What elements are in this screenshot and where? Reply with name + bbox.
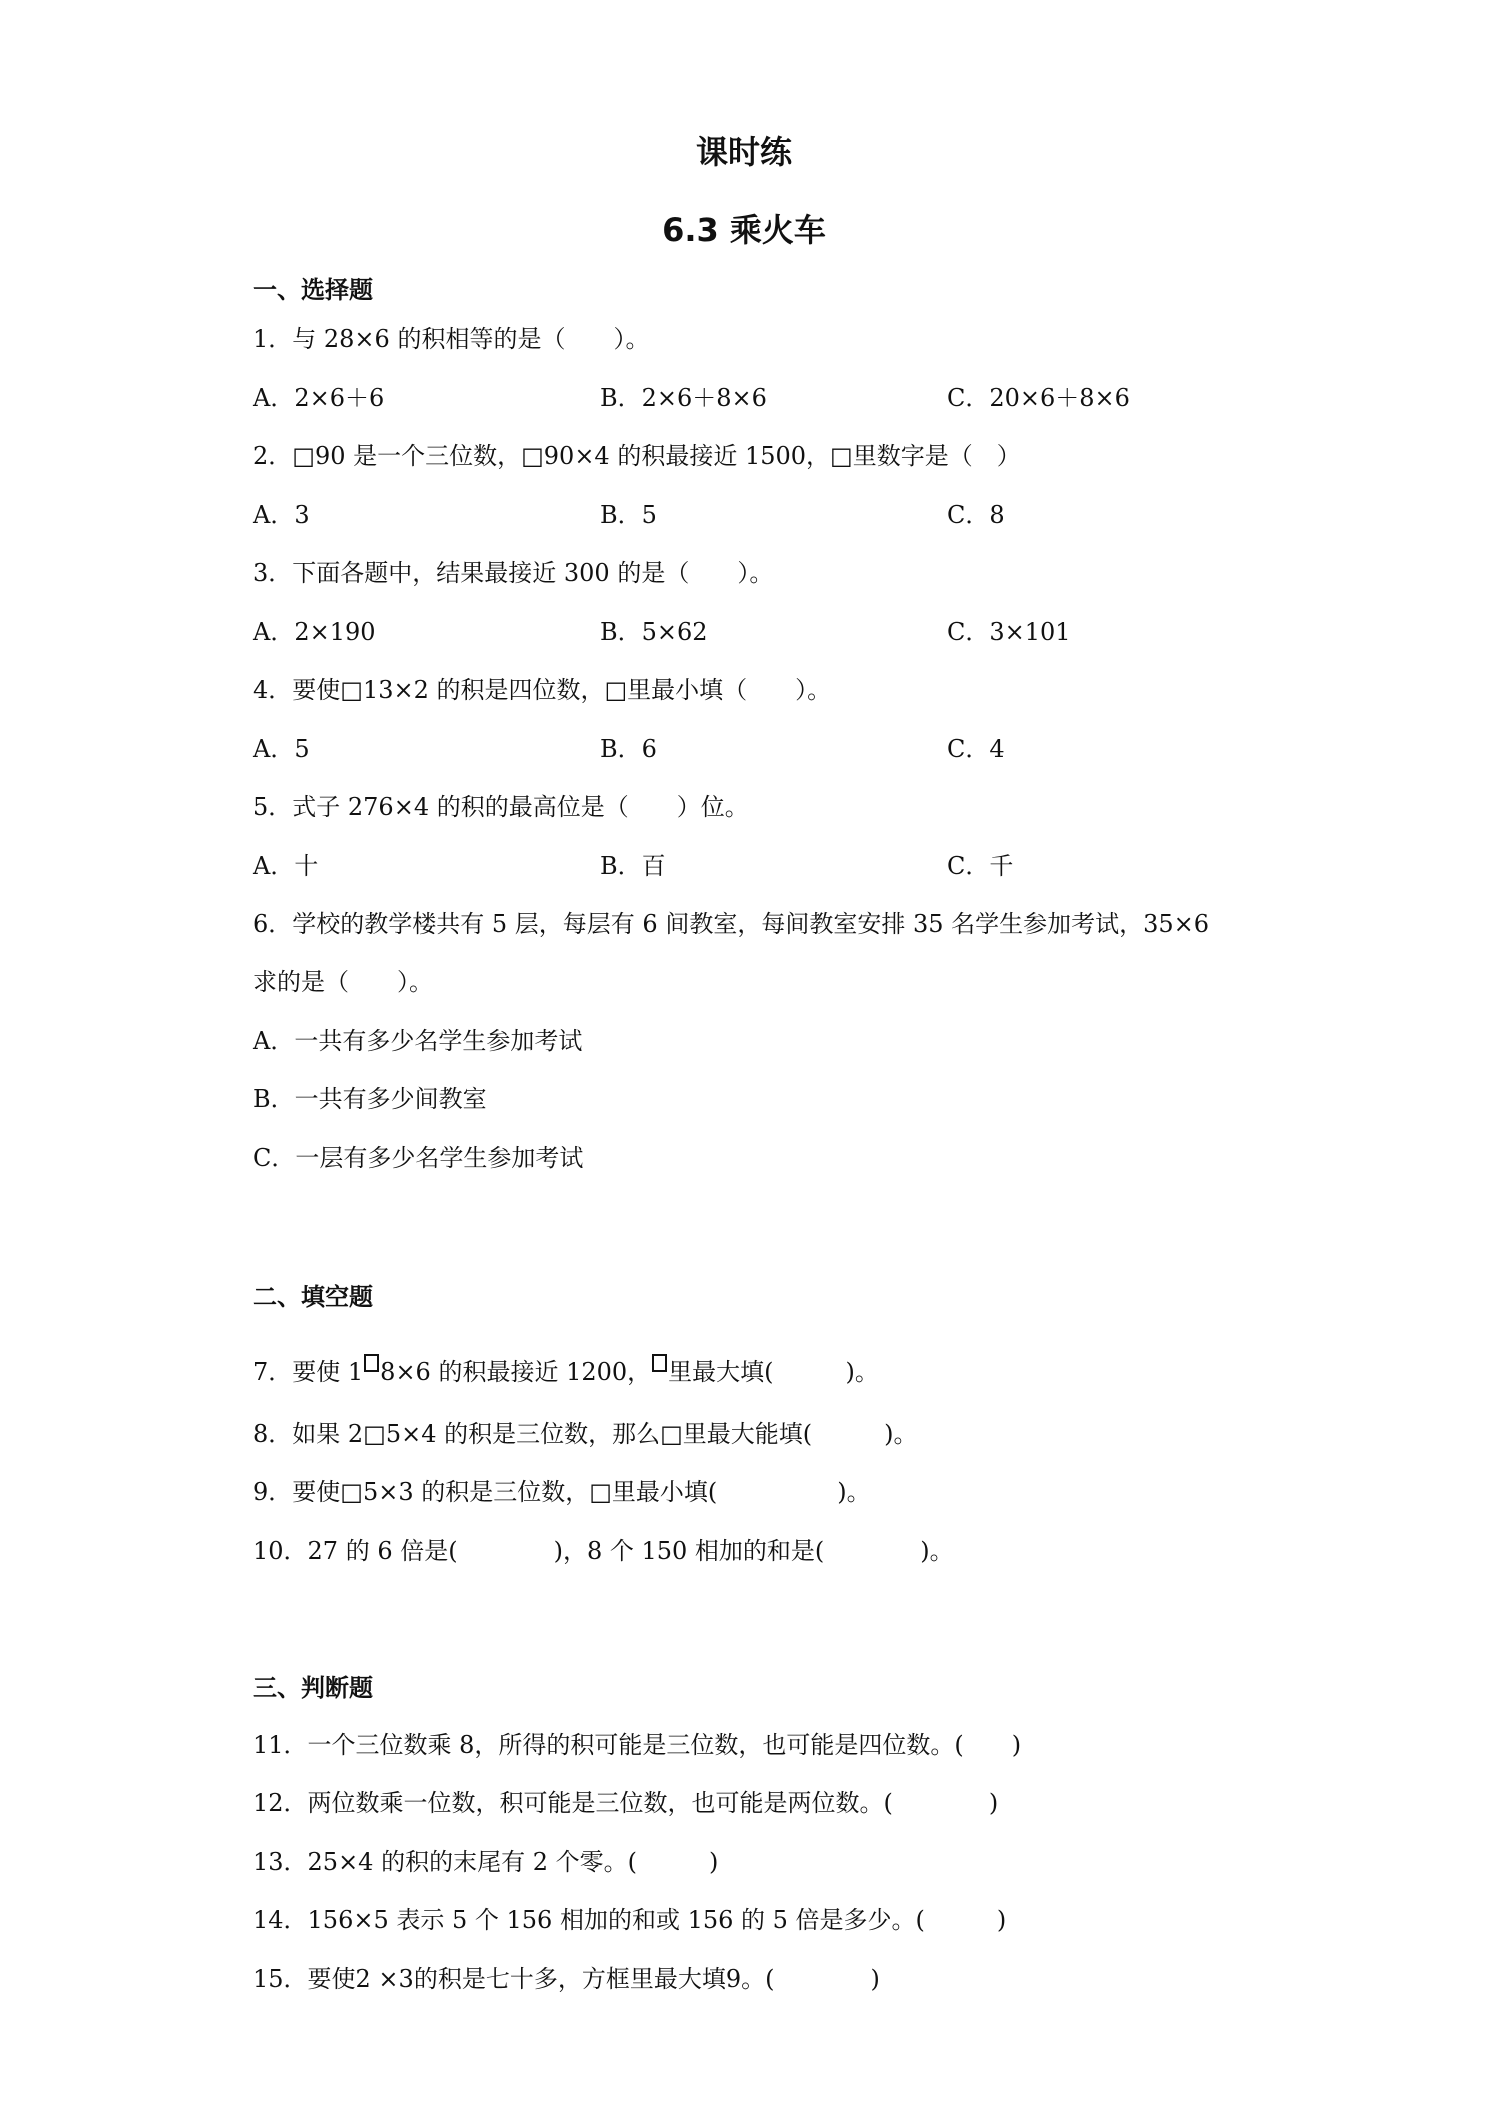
question-5-option-c: C．千 xyxy=(947,852,1014,880)
question-3-option-c: C．3×101 xyxy=(947,618,1071,646)
section-heading-choice: 一、选择题 xyxy=(253,276,373,304)
question-4-option-c: C．4 xyxy=(947,735,1005,763)
question-11: 11．一个三位数乘 8，所得的积可能是三位数，也可能是四位数。( ) xyxy=(253,1731,1022,1759)
section-heading-judge: 三、判断题 xyxy=(253,1674,373,1702)
question-6-option-c: C．一层有多少名学生参加考试 xyxy=(253,1144,584,1172)
question-3-stem: 3．下面各题中，结果最接近 300 的是（ ）。 xyxy=(253,559,774,587)
page-subtitle: 6.3 乘火车 xyxy=(662,211,826,249)
question-8: 8．如果 2□5×4 的积是三位数，那么□里最大能填( )。 xyxy=(253,1420,918,1448)
question-5-stem: 5．式子 276×4 的积的最高位是（ ）位。 xyxy=(253,793,749,821)
question-10: 10．27 的 6 倍是( )，8 个 150 相加的和是( )。 xyxy=(253,1537,954,1565)
question-5-option-a: A．十 xyxy=(253,852,319,880)
question-6-stem-line-1: 6．学校的教学楼共有 5 层，每层有 6 间教室，每间教室安排 35 名学生参加考试，35×6 xyxy=(253,910,1210,938)
question-1-option-b: B．2×6＋8×6 xyxy=(600,384,767,412)
question-2-option-a: A．3 xyxy=(253,501,310,529)
question-4-stem: 4．要使□13×2 的积是四位数，□里最小填（ ）。 xyxy=(253,676,832,704)
question-12: 12．两位数乘一位数，积可能是三位数，也可能是两位数。( ) xyxy=(253,1789,999,1817)
question-6-option-a: A．一共有多少名学生参加考试 xyxy=(253,1027,583,1055)
question-2-option-b: B．5 xyxy=(600,501,657,529)
question-7 xyxy=(253,1354,879,1388)
question-2-stem: 2．□90 是一个三位数，□90×4 的积最接近 1500，□里数字是（ ） xyxy=(253,442,1021,470)
page-title: 课时练 xyxy=(695,133,792,171)
question-4-option-b: B．6 xyxy=(600,735,657,763)
section-heading-fill: 二、填空题 xyxy=(253,1283,373,1311)
question-13: 13．25×4 的积的末尾有 2 个零。( ) xyxy=(253,1848,719,1876)
question-6-option-b: B．一共有多少间教室 xyxy=(253,1085,487,1113)
question-4-option-a: A．5 xyxy=(253,735,310,763)
question-9: 9．要使□5×3 的积是三位数，□里最小填( )。 xyxy=(253,1478,871,1506)
question-1-option-a: A．2×6＋6 xyxy=(253,384,385,412)
question-7-part-2: 8×6 的积最接近 1200， xyxy=(380,1358,652,1386)
question-7-part-1: 7．要使 1 xyxy=(253,1358,364,1386)
question-3-option-a: A．2×190 xyxy=(253,618,376,646)
question-14: 14．156×5 表示 5 个 156 相加的和或 156 的 5 倍是多少。( ) xyxy=(253,1906,1007,1934)
blank-box-icon xyxy=(652,1354,667,1372)
question-15: 15．要使2 ×3的积是七十多，方框里最大填9。( ) xyxy=(253,1965,880,1993)
question-2-option-c: C．8 xyxy=(947,501,1005,529)
question-5-option-b: B．百 xyxy=(600,852,666,880)
question-1-stem: 1．与 28×6 的积相等的是（ ）。 xyxy=(253,325,650,353)
question-6-stem-line-2: 求的是（ ）。 xyxy=(253,968,433,996)
question-7-part-3: 里最大填( )。 xyxy=(668,1358,879,1386)
question-1-option-c: C．20×6＋8×6 xyxy=(947,384,1130,412)
blank-box-icon xyxy=(364,1354,379,1372)
question-3-option-b: B．5×62 xyxy=(600,618,708,646)
